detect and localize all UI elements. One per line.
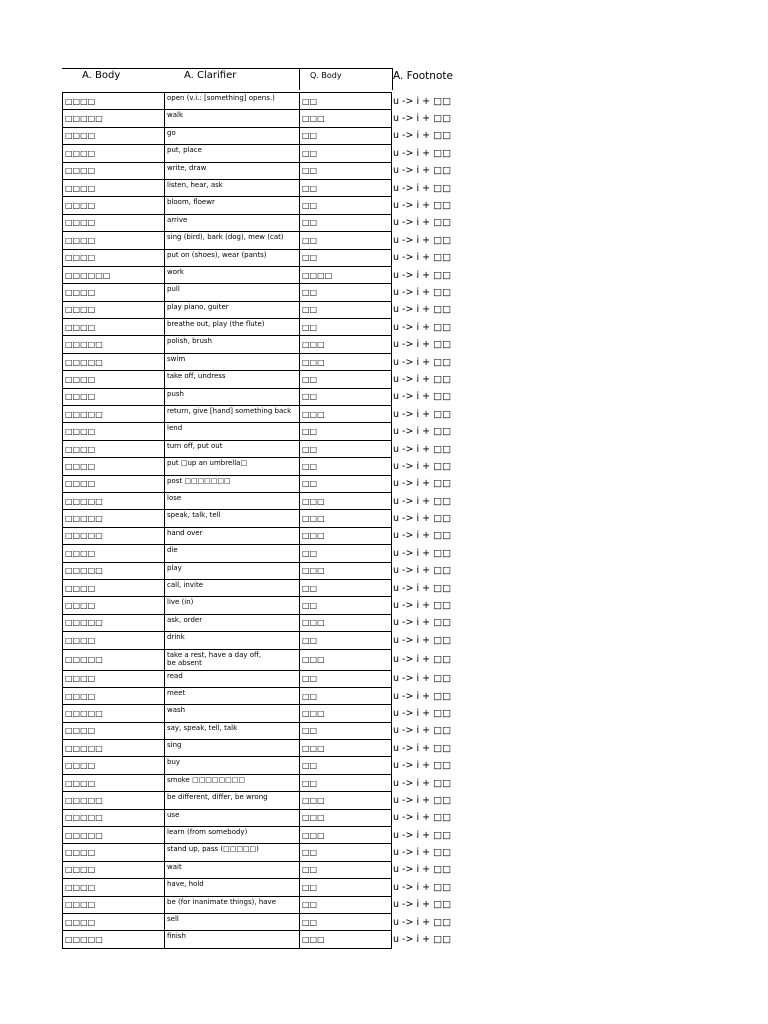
footnote-cell: u -> i + □□ (393, 690, 452, 702)
footnote-cell: u -> i + □□ (393, 654, 452, 665)
footnote-cell: u -> i + □□ (393, 829, 452, 841)
table-row (63, 879, 464, 896)
body-cell: □□□□□ (63, 562, 165, 579)
table-row (63, 757, 464, 774)
footnote-cell: u -> i + □□ (393, 725, 452, 737)
clarifier-cell: lend (165, 423, 300, 440)
clarifier-cell: learn (from somebody) (165, 827, 300, 844)
q-body-cell: □□□ (300, 527, 392, 544)
table-row (63, 861, 464, 878)
clarifier-cell: wait (165, 861, 300, 878)
q-body-cell: □□□□ (300, 266, 392, 283)
header-a-footnote: A. Footnote (393, 70, 453, 82)
clarifier-cell: die (165, 545, 300, 562)
clarifier-cell: have, hold (165, 879, 300, 896)
footnote-cell: u -> i + □□ (393, 547, 452, 559)
footnote-cell: u -> i + □□ (393, 373, 452, 385)
body-cell: □□□□ (63, 844, 165, 861)
body-cell: □□□□□ (63, 510, 165, 527)
body-cell: □□□□ (63, 458, 165, 475)
body-cell: □□□□ (63, 597, 165, 614)
q-body-cell: □□ (300, 301, 392, 318)
clarifier-cell: take a rest, have a day off, be absent (165, 649, 300, 670)
body-cell: □□□□□ (63, 809, 165, 826)
clarifier-cell: smoke □□□□□□□□ (165, 774, 300, 791)
clarifier-cell: read (165, 670, 300, 687)
clarifier-cell: call, invite (165, 579, 300, 596)
table-row (63, 423, 464, 440)
body-cell: □□□□□ (63, 931, 165, 948)
body-cell: □□□□ (63, 687, 165, 704)
clarifier-cell: turn off, put out (165, 440, 300, 457)
body-cell: □□□□ (63, 371, 165, 388)
table-row (63, 371, 464, 388)
table-row (63, 827, 464, 844)
q-body-cell: □□ (300, 896, 392, 913)
body-cell: □□□□□ (63, 353, 165, 370)
clarifier-cell: sing (165, 740, 300, 757)
table-row (63, 197, 464, 214)
q-body-cell: □□□ (300, 792, 392, 809)
q-body-cell: □□ (300, 197, 392, 214)
body-cell: □□□□ (63, 232, 165, 249)
body-cell: □□□□ (63, 145, 165, 162)
footnote-cell: u -> i + □□ (393, 443, 452, 455)
footnote-cell: u -> i + □□ (393, 634, 452, 646)
clarifier-cell: meet (165, 687, 300, 704)
body-cell: □□□□□ (63, 827, 165, 844)
clarifier-cell: live (in) (165, 597, 300, 614)
table-row (63, 319, 464, 336)
table-row (63, 162, 464, 179)
footnote-cell: u -> i + □□ (393, 147, 452, 159)
q-body-cell: □□ (300, 545, 392, 562)
body-cell: □□□□ (63, 861, 165, 878)
footnote-cell: u -> i + □□ (393, 339, 452, 351)
footnote-cell: u -> i + □□ (393, 130, 452, 142)
q-body-cell: □□ (300, 179, 392, 196)
q-body-cell: □□□ (300, 562, 392, 579)
clarifier-cell: swim (165, 353, 300, 370)
table-row (63, 792, 464, 809)
table-row (63, 232, 464, 249)
clarifier-cell: drink (165, 632, 300, 649)
body-cell: □□□□ (63, 388, 165, 405)
clarifier-cell: stand up, pass (□□□□□) (165, 844, 300, 861)
q-body-cell: □□ (300, 440, 392, 457)
verb-sheet (62, 68, 464, 949)
q-body-cell: □□ (300, 597, 392, 614)
body-cell: □□□□ (63, 545, 165, 562)
q-body-cell: □□□ (300, 353, 392, 370)
footnote-cell: u -> i + □□ (393, 217, 452, 229)
clarifier-cell: wash (165, 705, 300, 722)
clarifier-cell: write, draw (165, 162, 300, 179)
table-row (63, 614, 464, 631)
table-row (63, 440, 464, 457)
footnote-cell: u -> i + □□ (393, 530, 452, 542)
footnote-cell: u -> i + □□ (393, 899, 452, 911)
footnote-cell: u -> i + □□ (393, 777, 452, 789)
table-row (63, 406, 464, 423)
body-cell: □□□□ (63, 197, 165, 214)
footnote-cell: u -> i + □□ (393, 513, 452, 525)
table-row (63, 284, 464, 301)
footnote-cell: u -> i + □□ (393, 200, 452, 212)
q-body-cell: □□□ (300, 406, 392, 423)
table-body (63, 93, 464, 949)
q-body-cell: □□□ (300, 649, 392, 670)
header-q-body: Q. Body (310, 71, 342, 80)
table-row (63, 510, 464, 527)
footnote-cell: u -> i + □□ (393, 794, 452, 806)
table-row (63, 579, 464, 596)
body-cell: □□□□□ (63, 527, 165, 544)
clarifier-cell: pull (165, 284, 300, 301)
q-body-cell: □□ (300, 284, 392, 301)
body-cell: □□□□ (63, 214, 165, 231)
clarifier-cell: finish (165, 931, 300, 948)
clarifier-cell: go (165, 127, 300, 144)
footnote-cell: u -> i + □□ (393, 182, 452, 194)
footnote-cell: u -> i + □□ (393, 286, 452, 298)
body-cell: □□□□□□ (63, 266, 165, 283)
q-body-cell: □□ (300, 844, 392, 861)
footnote-cell: u -> i + □□ (393, 495, 452, 507)
q-body-cell: □□ (300, 249, 392, 266)
table-row (63, 722, 464, 739)
clarifier-cell: bloom, floewr (165, 197, 300, 214)
q-body-cell: □□□ (300, 827, 392, 844)
body-cell: □□□□ (63, 632, 165, 649)
footnote-cell: u -> i + □□ (393, 460, 452, 472)
table-row (63, 127, 464, 144)
table-row (63, 110, 464, 127)
footnote-cell: u -> i + □□ (393, 234, 452, 246)
table-row (63, 527, 464, 544)
body-cell: □□□□□ (63, 740, 165, 757)
table-row (63, 670, 464, 687)
q-body-cell: □□□ (300, 336, 392, 353)
table-row (63, 844, 464, 861)
q-body-cell: □□□ (300, 614, 392, 631)
body-cell: □□□□ (63, 319, 165, 336)
q-body-cell: □□ (300, 232, 392, 249)
clarifier-cell: push (165, 388, 300, 405)
footnote-cell: u -> i + □□ (393, 617, 452, 629)
header-a-clarifier: A. Clarifier (184, 70, 237, 81)
body-cell: □□□□□ (63, 614, 165, 631)
q-body-cell: □□ (300, 670, 392, 687)
table-row (63, 931, 464, 948)
q-body-cell: □□ (300, 145, 392, 162)
body-cell: □□□□□ (63, 110, 165, 127)
clarifier-cell: play piano, guiter (165, 301, 300, 318)
body-cell: □□□□□ (63, 336, 165, 353)
q-body-cell: □□□ (300, 740, 392, 757)
clarifier-cell: play (165, 562, 300, 579)
footnote-cell: u -> i + □□ (393, 742, 452, 754)
table-row (63, 913, 464, 930)
footnote-cell: u -> i + □□ (393, 408, 452, 420)
footnote-cell: u -> i + □□ (393, 113, 452, 125)
header-a-body: A. Body (82, 70, 121, 81)
q-body-cell: □□ (300, 93, 392, 110)
body-cell: □□□□ (63, 249, 165, 266)
footnote-cell: u -> i + □□ (393, 165, 452, 177)
table-row (63, 458, 464, 475)
clarifier-cell: put □up an umbrella□ (165, 458, 300, 475)
clarifier-cell: walk (165, 110, 300, 127)
table-row (63, 249, 464, 266)
header-row (62, 68, 464, 92)
footnote-cell: u -> i + □□ (393, 252, 452, 264)
q-body-cell: □□ (300, 861, 392, 878)
footnote-cell: u -> i + □□ (393, 95, 452, 107)
clarifier-cell: put, place (165, 145, 300, 162)
footnote-cell: u -> i + □□ (393, 812, 452, 824)
q-body-cell: □□ (300, 162, 392, 179)
q-body-cell: □□ (300, 687, 392, 704)
footnote-cell: u -> i + □□ (393, 600, 452, 612)
clarifier-cell: work (165, 266, 300, 283)
clarifier-cell: be different, differ, be wrong (165, 792, 300, 809)
footnote-cell: u -> i + □□ (393, 881, 452, 893)
footnote-cell: u -> i + □□ (393, 356, 452, 368)
footnote-cell: u -> i + □□ (393, 426, 452, 438)
table-row (63, 179, 464, 196)
table-row (63, 562, 464, 579)
body-cell: □□□□□ (63, 649, 165, 670)
body-cell: □□□□ (63, 879, 165, 896)
q-body-cell: □□ (300, 319, 392, 336)
clarifier-cell: say, speak, tell, talk (165, 722, 300, 739)
q-body-cell: □□ (300, 879, 392, 896)
body-cell: □□□□ (63, 579, 165, 596)
footnote-cell: u -> i + □□ (393, 847, 452, 859)
clarifier-cell: polish, brush (165, 336, 300, 353)
footnote-cell: u -> i + □□ (393, 304, 452, 316)
clarifier-cell: use (165, 809, 300, 826)
q-body-cell: □□□ (300, 931, 392, 948)
table-row (63, 388, 464, 405)
table-row (63, 774, 464, 791)
q-body-cell: □□ (300, 214, 392, 231)
q-body-cell: □□ (300, 913, 392, 930)
body-cell: □□□□ (63, 93, 165, 110)
body-cell: □□□□□ (63, 792, 165, 809)
footnote-cell: u -> i + □□ (393, 391, 452, 403)
q-body-cell: □□ (300, 579, 392, 596)
body-cell: □□□□ (63, 896, 165, 913)
clarifier-cell: listen, hear, ask (165, 179, 300, 196)
clarifier-cell: speak, talk, tell (165, 510, 300, 527)
body-cell: □□□□ (63, 913, 165, 930)
body-cell: □□□□ (63, 774, 165, 791)
body-cell: □□□□ (63, 284, 165, 301)
table-row (63, 687, 464, 704)
body-cell: □□□□ (63, 757, 165, 774)
footnote-cell: u -> i + □□ (393, 269, 452, 281)
body-cell: □□□□ (63, 475, 165, 492)
footnote-cell: u -> i + □□ (393, 864, 452, 876)
table-row (63, 632, 464, 649)
body-cell: □□□□□ (63, 406, 165, 423)
footnote-cell: u -> i + □□ (393, 478, 452, 490)
footnote-cell: u -> i + □□ (393, 321, 452, 333)
q-body-cell: □□□ (300, 809, 392, 826)
footnote-cell: u -> i + □□ (393, 916, 452, 928)
table-row (63, 545, 464, 562)
body-cell: □□□□ (63, 301, 165, 318)
q-body-cell: □□ (300, 722, 392, 739)
table-row (63, 649, 464, 670)
table-row (63, 266, 464, 283)
body-cell: □□□□□ (63, 705, 165, 722)
body-cell: □□□□□ (63, 492, 165, 509)
table-row (63, 145, 464, 162)
clarifier-cell: breathe out, play (the flute) (165, 319, 300, 336)
q-body-cell: □□ (300, 757, 392, 774)
body-cell: □□□□ (63, 670, 165, 687)
body-cell: □□□□ (63, 423, 165, 440)
table-row (63, 492, 464, 509)
clarifier-cell: hand over (165, 527, 300, 544)
q-body-cell: □□ (300, 127, 392, 144)
body-cell: □□□□ (63, 722, 165, 739)
q-body-cell: □□ (300, 371, 392, 388)
q-body-cell: □□□ (300, 492, 392, 509)
footnote-cell: u -> i + □□ (393, 707, 452, 719)
clarifier-cell: sell (165, 913, 300, 930)
table-row (63, 336, 464, 353)
table-row (63, 93, 464, 110)
body-cell: □□□□ (63, 440, 165, 457)
clarifier-cell: put on (shoes), wear (pants) (165, 249, 300, 266)
clarifier-cell: return, give [hand] something back (165, 406, 300, 423)
q-body-cell: □□ (300, 632, 392, 649)
q-body-cell: □□□ (300, 110, 392, 127)
table-row (63, 214, 464, 231)
table-row (63, 705, 464, 722)
clarifier-cell: buy (165, 757, 300, 774)
clarifier-cell: be (for inanimate things), have (165, 896, 300, 913)
clarifier-cell: open (v.i.: [something] opens.) (165, 93, 300, 110)
clarifier-cell: ask, order (165, 614, 300, 631)
q-body-cell: □□ (300, 388, 392, 405)
body-cell: □□□□ (63, 162, 165, 179)
q-body-cell: □□□ (300, 705, 392, 722)
clarifier-cell: arrive (165, 214, 300, 231)
footnote-cell: u -> i + □□ (393, 565, 452, 577)
footnote-cell: u -> i + □□ (393, 760, 452, 772)
table-row (63, 301, 464, 318)
clarifier-cell: sing (bird), bark (dog), mew (cat) (165, 232, 300, 249)
footnote-cell: u -> i + □□ (393, 582, 452, 594)
clarifier-cell: take off, undress (165, 371, 300, 388)
footnote-cell: u -> i + □□ (393, 673, 452, 685)
body-cell: □□□□ (63, 127, 165, 144)
table-row (63, 475, 464, 492)
q-body-cell: □□ (300, 475, 392, 492)
q-body-cell: □□ (300, 774, 392, 791)
q-body-cell: □□ (300, 458, 392, 475)
table-row (63, 809, 464, 826)
table-row (63, 740, 464, 757)
clarifier-cell: lose (165, 492, 300, 509)
body-cell: □□□□ (63, 179, 165, 196)
table-row (63, 597, 464, 614)
q-body-cell: □□□ (300, 510, 392, 527)
table-row (63, 353, 464, 370)
footnote-cell: u -> i + □□ (393, 934, 452, 946)
q-body-cell: □□ (300, 423, 392, 440)
table-row (63, 896, 464, 913)
clarifier-cell: post □□□□□□□ (165, 475, 300, 492)
verb-table (62, 92, 464, 949)
